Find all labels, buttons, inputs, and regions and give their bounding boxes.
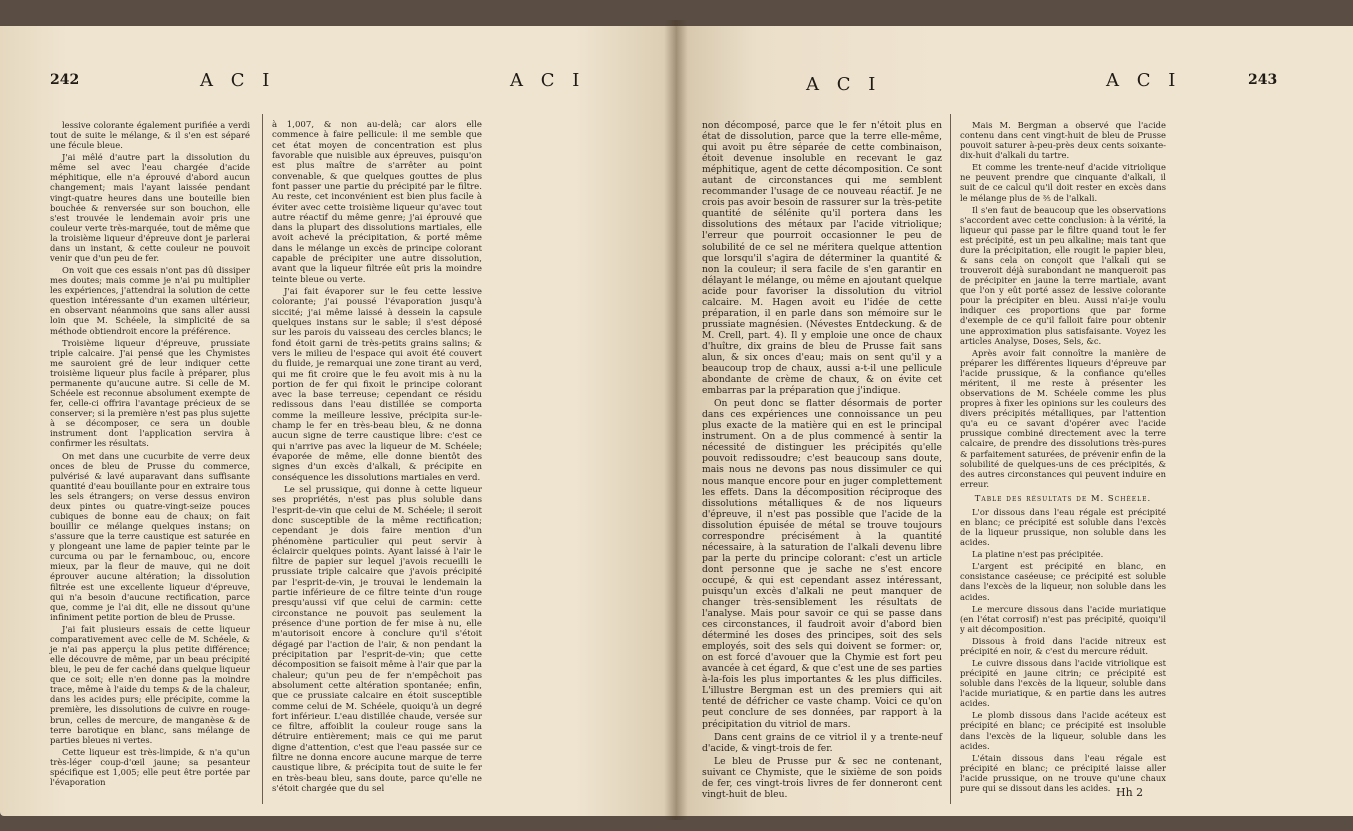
book-gutter [664, 20, 688, 820]
column-rule [262, 114, 263, 804]
result-entry: Le mercure dissous dans l'acide muriatique (en l'état corrosif) n'est pas précipité, quoiqu'il y ait décomposition. [960, 603, 1166, 634]
left-column-1 [50, 120, 250, 789]
paragraph: Cette liqueur est très-limpide, & n'a qu'un très-léger coup-d'œil jaune; sa pesanteur spécifique est 1,005; elle peut être portée par l'évaporation [50, 746, 250, 787]
paragraph: Et comme les trente-neuf d'acide vitriolique ne peuvent prendre que cinquante d'alkali, il suit de ce calcul qu'il doit rester en excès dans le mélange plus de ⅗ de l'alkali. [960, 162, 1166, 203]
result-entry: L'or dissous dans l'eau régale est précipité en blanc; ce précipité est soluble dans l'excès de la liqueur prussique, non soluble dans les acides. [960, 506, 1166, 548]
table-heading: Table des résultats de M. Schéele. [974, 492, 1152, 503]
paragraph: Le bleu de Prusse pur & sec ne contenant, suivant ce Chymiste, que le sixième de son poids de fer, ces vingt-trois livres de fer donneront cent vingt-huit de bleu. [702, 755, 942, 800]
right-page [676, 26, 1353, 816]
left-page [0, 26, 676, 816]
right-page-number: 243 [1248, 72, 1278, 88]
paragraph: à 1,007, & non au-delà; car alors elle commence à faire pellicule: il me semble que cet état moyen de concentration est plus favorable que nuisible aux épreuves, puisqu'on est plus maître de s'arrêter au point convenable, & que quelques gouttes de plus font passer une partie du précipité par le filtre. Au reste, cet inconvénient est bien plus facile à éviter avec cette troisième liqueur qu'avec tout autre réactif du même genre; j'ai éprouvé que dans la plupart des dissolutions martiales, elle avoit achevé la précipitation, & porté même dans le mélange un excès de principe colorant capable de précipiter une autre dissolution, avant que la liqueur filtrée eût pris la moindre teinte bleue ou verte. [272, 120, 482, 285]
result-entry: La platine n'est pas précipitée. [972, 549, 1104, 560]
left-page-number: 242 [50, 72, 80, 88]
signature-mark: Hh 2 [1116, 786, 1144, 799]
column-rule [950, 114, 951, 804]
paragraph: Mais M. Bergman a observé que l'acide contenu dans cent vingt-huit de bleu de Prusse pouvoit saturer à-peu-près deux cents soixante-dix-huit d'alkali du tartre. [960, 120, 1166, 161]
paragraph: Après avoir fait connoître la manière de préparer les différentes liqueurs d'épreuve par l'acide prussique, & la confiance qu'elles méritent, il me reste à présenter les observations de M. Schéele comme les plus propres à fixer les opinions sur les couleurs des divers précipités métalliques, par l'attention qu'a eu ce savant d'opérer avec l'acide prussique combiné directement avec la terre calcaire, de prendre des dissolutions très-pures & parfaitement saturées, de prévenir enfin de la solubilité de quelques-uns de ces précipités, & des autres circonstances qui peuvent induire en erreur. [960, 347, 1166, 489]
right-running-header-right: A C I [1106, 70, 1182, 91]
right-column-2 [960, 120, 1166, 795]
paragraph: J'ai mêlé d'autre part la dissolution du même sel avec l'eau chargée d'acide méphitique, elle n'a éprouvé d'abord aucun changement; mais l'ayant laissée pendant vingt-quatre heures dans une bouteille bien bouchée & renversée sur son bouchon, elle s'est trouvée le lendemain avoir pris une couleur verte très-marquée, tout de même que la troisième liqueur d'épreuve dont je parlerai dans un instant, & cette couleur ne pouvoit venir que d'un peu de fer. [50, 152, 250, 264]
result-entry: Le plomb dissous dans l'acide acéteux est précipité en blanc; ce précipité est insoluble dans l'excès de la liqueur, soluble dans les acides. [960, 710, 1166, 751]
left-running-header: A C I [200, 70, 276, 91]
paragraph: Dans cent grains de ce vitriol il y a trente-neuf d'acide, & vingt-trois de fer. [702, 731, 942, 754]
result-entry: Dissous à froid dans l'acide nitreux est précipité en noir, & c'est du mercure réduit. [960, 635, 1166, 656]
result-entry: Le cuivre dissous dans l'acide vitriolique est précipité en jaune citrin; ce précipité est soluble dans l'excès de la liqueur, soluble dans l'acide muriatique, & en partie dans les autres acides. [960, 657, 1166, 709]
paragraph: On voit que ces essais n'ont pas dû dissiper mes doutes; mais comme je n'ai pu multiplier les expériences, j'attendrai la solution de cette question intéressante d'un examen ultérieur, en observant néanmoins que sans aller aussi loin que M. Schéele, la simplicité de sa méthode obtiendroit encore la préférence. [50, 265, 250, 336]
paragraph: Il s'en faut de beaucoup que les observations s'accordent avec cette conclusion: à la vérité, la liqueur qui passe par le filtre quand tout le fer est précipité, est un peu alkaline; mais tant que dure la précipitation, elle rougit le papier bleu, & sans cela on conçoit que l'alkali qui se trouveroit déjà surabondant ne manqueroit pas de précipiter en jaune la terre martiale, avant que l'on y eût porté assez de lessive colorante pour la précipiter en bleu. Aussi n'ai-je voulu indiquer ces proportions que par forme d'exemple de ce qu'il falloit faire pour obtenir une approximation plus satisfaisante. Voyez les articles Analyse, Doses, Sels, &c. [960, 204, 1166, 346]
right-running-header: A C I [806, 74, 882, 95]
right-column-1 [702, 120, 942, 802]
left-column-2 [272, 120, 482, 796]
paragraph: On peut donc se flatter désormais de porter dans ces expériences une connoissance un peu plus exacte de la matière qui en est le principal instrument. On a de plus commencé à sentir la nécessité de distinguer les précipités qu'elle pouvoit redissoudre; c'est beaucoup sans doute, mais nous ne devons pas nous dissimuler ce qui nous manque encore pour en juger complettement les effets. Dans la décomposition réciproque des dissolutions métalliques & de nos liqueurs d'épreuve, il n'est pas possible que l'acide de la dissolution épuisée de métal se trouve toujours correspondre précisément à la quantité nécessaire, à la saturation de l'alkali devenu libre par la perte du principe colorant: c'est un article dont personne que je sache ne s'est encore occupé, & qui est cependant assez intéressant, puisqu'un excès d'alkali ne peut manquer de changer très-sensiblement les résultats de l'analyse. Mais pour savoir ce qui se passe dans ces circonstances, il faudroit avoir d'abord bien déterminé les doses des principes, soit des sels employés, soit des sels qui doivent se former: or, on est forcé d'avouer que la Chymie est fort peu avancée à cet égard, & que c'est une de ses parties à-la-fois les plus importantes & les plus difficiles. L'illustre Bergman est un des premiers qui ait tenté de défricher ce vaste champ. Voici ce qu'on peut conclure de ses données, par rapport à la précipitation du vitriol de mars. [702, 398, 942, 730]
paragraph: lessive colorante également purifiée a verdi tout de suite le mélange, & il s'en est séparé une fécule bleue. [50, 120, 250, 151]
result-entry: L'argent est précipité en blanc, en consistance caséeuse; ce précipité est soluble dans l'excès de la liqueur, non soluble dans les acides. [960, 561, 1166, 602]
paragraph: On met dans une cucurbite de verre deux onces de bleu de Prusse du commerce, pulvérisé & lavé auparavant dans suffisante quantité d'eau bouillante pour en extraire tous les sels étrangers; on verse dessus environ deux pintes ou quatre-vingt-seize pouces cubiques de bonne eau de chaux; on fait bouillir ce mélange quelques instans; on s'assure que la terre caustique est saturée en y plongeant une lame de papier teinte par le curcuma ou par le fernambouc, ou, encore mieux, par la fleur de mauve, qui ne doit éprouver aucune altération; la dissolution filtrée est une excellente liqueur d'épreuve, qui n'a besoin d'aucune rectification, parce que, comme je l'ai dit, elle ne dissout qu'une infiniment petite portion de bleu de Prusse. [50, 450, 250, 622]
paragraph: J'ai fait évaporer sur le feu cette lessive colorante; j'ai poussé l'évaporation jusqu'à siccité; j'ai même laissé à dessein la capsule quelques instans sur le sable; il s'est déposé sur les parois du vaisseau des cercles blancs; le fond étoit garni de très-petits grains salins; & vers le milieu de l'espace qui avoit été couvert du fluide, je remarquai une zone tirant au verd, qui me fit croire que le feu avoit mis à nu la portion de fer qui fixoit le principe colorant avec la base terreuse; cependant ce résidu redissous dans l'eau distillée se comporta comme la meilleure lessive, précipita sur-le-champ le fer en très-beau bleu, & ne donna aucun signe de terre caustique libre: c'est ce qui n'arrive pas avec la liqueur de M. Schéele; évaporée de même, elle donne bientôt des signes d'un excès d'alkali, & précipite en conséquence les dissolutions martiales en verd. [272, 287, 482, 483]
result-entry: L'étain dissous dans l'eau régale est précipité en blanc; ce précipité laisse aller l'acide prussique, on ne trouve qu'une chaux pure qui se dissout dans les acides. [960, 752, 1166, 793]
paragraph: Le sel prussique, qui donne à cette liqueur ses propriétés, n'est pas plus soluble dans l'esprit-de-vin que celui de M. Schéele; il seroit donc susceptible de la même rectification; cependant je dois faire mention d'un phénomène particulier qui peut servir à éclaircir quelques points. Ayant laissé à l'air le filtre de papier sur lequel j'avois recueilli le prussiate triple calcaire que j'avois précipité par l'esprit-de-vin, je trouvai le lendemain la partie inférieure de ce filtre teinte d'un rouge presqu'aussi vif que celui de carmin: cette circonstance ne pouvoit pas seulement la présence d'une portion de fer mise à nu, elle m'autorisoit encore à conclure qu'il s'étoit dégagé par l'action de l'air, & non pendant la précipitation par l'esprit-de-vin; que cette décomposition se faisoit même à l'air que par la chaleur; qu'un peu de fer n'empêchoit pas absolument cette altération spontanée; enfin, que ce prussiate calcaire en étoit susceptible comme celui de M. Schéele, quoiqu'à un degré fort inférieur. L'eau distillée chaude, versée sur ce filtre, affoiblit la couleur rouge sans la détruire entièrement; mais ce qui me parut digne d'attention, c'est que l'eau passée sur ce filtre ne donna encore aucune marque de terre caustique libre, & précipita tout de suite le fer en très-beau bleu, sans doute, parce qu'elle ne s'étoit chargée que du sel [272, 484, 482, 794]
paragraph: non décomposé, parce que le fer n'étoit plus en état de dissolution, parce que la terre elle-même, qui avoit pu être séparée de cette combinaison, étoit devenue insoluble en recevant le gaz méphitique, agent de cette décomposition. Ce sont autant de circonstances qui me semblent recommander l'usage de ce nouveau réactif. Je ne crois pas avoir besoin de rassurer sur la très-petite quantité de sélénite qu'il portera dans les dissolutions des métaux par l'acide vitriolique; l'erreur que pourroit occasionner le peu de solubilité de ce sel ne méritera quelque attention que lorsqu'il s'agira de déterminer la quantité & non la couleur; il sera facile de s'en garantir en délayant le mélange, ou même en ajoutant quelque acide pour favoriser la dissolution du vitriol calcaire. M. Hagen avoit eu l'idée de cette préparation, il en parle dans son mémoire sur le prussiate magnésien. (Névestes Entdeckung. & de M. Crell, part. 4). Il y emploie une once de chaux d'huître, dix grains de bleu de Prusse fait sans alun, & six onces d'eau; mais on sent qu'il y a beaucoup trop de chaux, aussi a-t-il une pellicule abondante de crème de chaux, & on évite cet embarras par la préparation que j'indique. [702, 120, 942, 397]
left-running-header-right: A C I [510, 70, 586, 91]
paragraph: Troisième liqueur d'épreuve, prussiate triple calcaire. J'ai pensé que les Chymistes me sauroient gré de leur indiquer cette troisième liqueur plus facile à préparer, plus permanente qu'aucune autre. Si celle de M. Schéele est reconnue absolument exempte de fer, celle-ci offrira l'avantage précieux de se conserver; si la première n'est pas plus sujette à se décomposer, ce sera un double instrument dont l'application servira à confirmer les résultats. [50, 337, 250, 449]
paragraph: J'ai fait plusieurs essais de cette liqueur comparativement avec celle de M. Schéele, & je n'ai pas apperçu la plus petite différence; elle découvre de même, par un beau précipité bleu, le peu de fer caché dans quelque liqueur que ce soit; elle n'en donne pas la moindre trace, même à l'aide du temps & de la chaleur, dans les acides purs; elle précipite, comme la première, les dissolutions de cuivre en rouge-brun, celles de mercure, de manganèse & de terre barotique en blanc, sans mélange de parties bleues ni vertes. [50, 623, 250, 745]
